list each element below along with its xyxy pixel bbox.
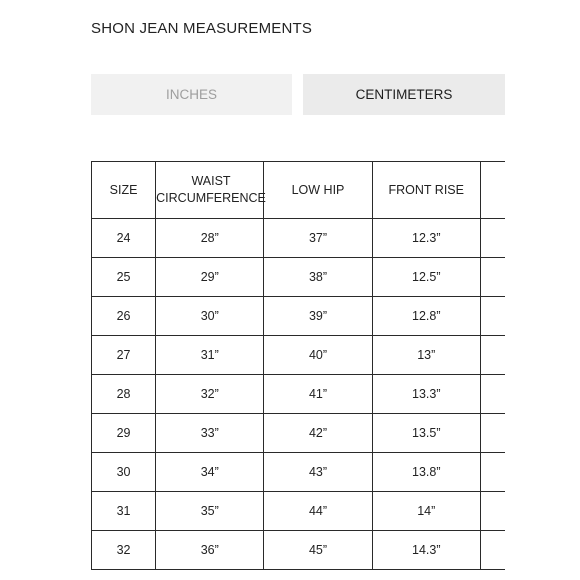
header-size: SIZE — [92, 162, 156, 219]
cell-extra — [480, 414, 505, 453]
cell-low-hip: 39” — [264, 297, 372, 336]
cell-waist: 34” — [156, 453, 264, 492]
cell-front-rise: 13.5” — [372, 414, 480, 453]
cell-low-hip: 37” — [264, 219, 372, 258]
header-waist-circumference — [156, 162, 264, 219]
measurements-table-container — [91, 161, 505, 580]
cell-size: 25 — [92, 258, 156, 297]
table-row — [92, 258, 506, 297]
cell-size: 29 — [92, 414, 156, 453]
table-row — [92, 492, 506, 531]
tab-centimeters[interactable]: CENTIMETERS — [303, 74, 505, 115]
cell-waist: 35” — [156, 492, 264, 531]
table-row — [92, 375, 506, 414]
page-title: SHON JEAN MEASUREMENTS — [91, 20, 313, 37]
cell-extra — [480, 219, 505, 258]
cell-front-rise: 12.3” — [372, 219, 480, 258]
header-extra — [480, 162, 505, 219]
cell-low-hip: 38” — [264, 258, 372, 297]
cell-waist: 33” — [156, 414, 264, 453]
cell-low-hip: 43” — [264, 453, 372, 492]
cell-size: 27 — [92, 336, 156, 375]
table-row — [92, 336, 506, 375]
cell-size: 28 — [92, 375, 156, 414]
cell-extra — [480, 531, 505, 570]
cell-size: 31 — [92, 492, 156, 531]
cell-front-rise: 14.3” — [372, 531, 480, 570]
cell-extra — [480, 336, 505, 375]
cell-low-hip: 41” — [264, 375, 372, 414]
cell-extra — [480, 375, 505, 414]
cell-waist: 28” — [156, 219, 264, 258]
cell-size: 24 — [92, 219, 156, 258]
header-low-hip: LOW HIP — [264, 162, 372, 219]
table-header-row — [92, 162, 506, 219]
cell-extra — [480, 258, 505, 297]
cell-low-hip: 42” — [264, 414, 372, 453]
cell-low-hip: 44” — [264, 492, 372, 531]
cell-size: 30 — [92, 453, 156, 492]
cell-low-hip: 45” — [264, 531, 372, 570]
cell-waist: 32” — [156, 375, 264, 414]
table-row — [92, 453, 506, 492]
cell-front-rise: 13” — [372, 336, 480, 375]
table-row — [92, 531, 506, 570]
cell-front-rise: 12.5” — [372, 258, 480, 297]
cell-waist: 31” — [156, 336, 264, 375]
cell-size: 32 — [92, 531, 156, 570]
table-body — [92, 219, 506, 570]
cell-extra — [480, 297, 505, 336]
header-front-rise: FRONT RISE — [372, 162, 480, 219]
cell-extra — [480, 453, 505, 492]
measurements-table — [91, 161, 505, 570]
cell-size: 26 — [92, 297, 156, 336]
cell-front-rise: 14” — [372, 492, 480, 531]
header-waist-label: WAIST CIRCUMFERENCE — [156, 174, 266, 205]
unit-tabs — [91, 74, 505, 115]
cell-low-hip: 40” — [264, 336, 372, 375]
cell-front-rise: 13.3” — [372, 375, 480, 414]
table-row — [92, 297, 506, 336]
cell-waist: 29” — [156, 258, 264, 297]
cell-waist: 36” — [156, 531, 264, 570]
cell-front-rise: 12.8” — [372, 297, 480, 336]
table-row — [92, 219, 506, 258]
cell-waist: 30” — [156, 297, 264, 336]
cell-extra — [480, 492, 505, 531]
table-row — [92, 414, 506, 453]
cell-front-rise: 13.8” — [372, 453, 480, 492]
tab-inches[interactable]: INCHES — [91, 74, 292, 115]
